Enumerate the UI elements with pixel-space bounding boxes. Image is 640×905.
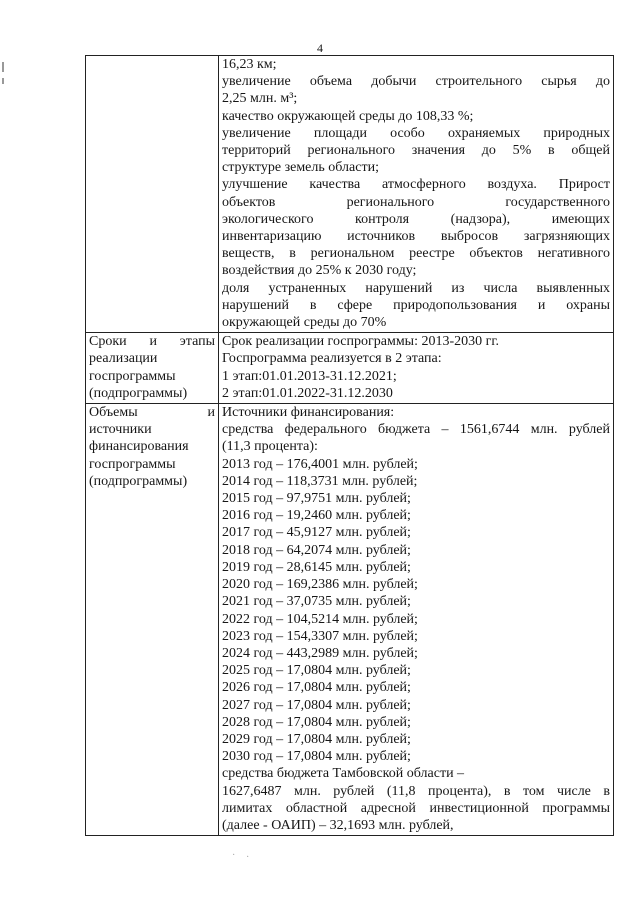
row-content-line: 2021 год – 37,0735 млн. рублей; — [222, 594, 411, 610]
scan-margin-mark — [2, 78, 4, 84]
row-content-cell — [219, 56, 614, 333]
row-label-line: госпрограммы — [89, 368, 176, 384]
row-content-line: инвентаризацию источников выбросов загрязняющих — [222, 229, 610, 245]
passport-row — [86, 56, 614, 333]
row-content-line: нарушений в сфере природопользования и охраны — [222, 297, 610, 313]
row-content-line: 2022 год – 104,5214 млн. рублей; — [222, 611, 418, 627]
row-content-line: 2016 год – 19,2460 млн. рублей; — [222, 508, 411, 524]
row-label-line: финансирования — [89, 439, 189, 455]
row-content-line: (11,3 процента): — [222, 439, 318, 455]
row-content-line: Срок реализации госпрограммы: 2013-2030 гг. — [222, 334, 500, 350]
row-content-line: 2,25 млн. м³; — [222, 91, 298, 107]
row-content-line: 2023 год – 154,3307 млн. рублей; — [222, 628, 418, 644]
row-content-line: 1627,6487 млн. рублей (11,8 процента), в том числе в — [222, 783, 610, 799]
row-content-line: воздействия до 25% к 2030 году; — [222, 263, 417, 279]
passport-table-body — [86, 56, 614, 836]
row-content-cell — [219, 404, 614, 836]
row-content-line: увеличение объема добычи строительного сырья до — [222, 74, 610, 90]
row-content-line: окружающей среды до 70% — [222, 315, 387, 331]
row-content-line: 2014 год – 118,3731 млн. рублей; — [222, 473, 418, 489]
row-content-line: качество окружающей среды до 108,33 %; — [222, 108, 474, 124]
row-label-cell — [86, 404, 219, 836]
row-content-line: 2028 год – 17,0804 млн. рублей; — [222, 714, 411, 730]
row-label-line: Сроки и этапы — [89, 334, 215, 350]
row-content-line: увеличение площади особо охраняемых природных — [222, 125, 610, 141]
row-content-line: 1 этап:01.01.2013-31.12.2021; — [222, 368, 397, 384]
row-content-line: лимитах областной адресной инвестиционной программы — [222, 800, 610, 816]
row-content-line: 2019 год – 28,6145 млн. рублей; — [222, 559, 411, 575]
row-label-line: источники — [89, 422, 152, 438]
row-content-line: 16,23 км; — [222, 57, 277, 72]
row-content-line: 2024 год – 443,2989 млн. рублей; — [222, 645, 418, 661]
row-label-line: реализации — [89, 351, 158, 367]
row-label-line: госпрограммы — [89, 456, 176, 472]
scan-footer-mark: · — [232, 850, 236, 861]
row-content-line: средства федерального бюджета – 1561,6744 млн. рублей — [222, 422, 610, 438]
passport-row — [86, 333, 614, 404]
row-content-line: улучшение качества атмосферного воздуха. Прирост — [222, 177, 610, 193]
scan-margin-mark — [2, 62, 4, 72]
row-content-cell — [219, 333, 614, 404]
row-label-cell — [86, 333, 219, 404]
row-label-line: (подпрограммы) — [89, 385, 188, 401]
row-content-line: структуре земель области; — [222, 160, 379, 176]
row-content-line: экологического контроля (надзора), имеющих — [222, 211, 610, 227]
scan-footer-mark: · — [246, 852, 250, 863]
row-content-line: 2013 год – 176,4001 млн. рублей; — [222, 456, 418, 472]
page-number: 4 — [317, 41, 323, 55]
row-content-line: объектов регионального государственного — [222, 194, 610, 210]
row-content-line: 2029 год – 17,0804 млн. рублей; — [222, 731, 411, 747]
row-content-line: 2026 год – 17,0804 млн. рублей; — [222, 680, 411, 696]
row-content-line: территорий регионального значения до 5% в общей — [222, 143, 610, 159]
row-label-line: (подпрограммы) — [89, 473, 188, 489]
row-label-cell — [86, 56, 219, 333]
row-content-line: 2027 год – 17,0804 млн. рублей; — [222, 697, 411, 713]
row-content-line: 2025 год – 17,0804 млн. рублей; — [222, 663, 411, 679]
program-passport-table — [85, 55, 614, 836]
row-content-line: (далее - ОАИП) – 32,1693 млн. рублей, — [222, 817, 454, 833]
row-content-line: Источники финансирования: — [222, 405, 395, 421]
row-content-line: 2018 год – 64,2074 млн. рублей; — [222, 542, 411, 558]
row-content-line: веществ, в региональном реестре объектов негативного — [222, 246, 610, 262]
row-content-line: 2030 год – 17,0804 млн. рублей; — [222, 749, 411, 765]
row-label-line: Объемы и — [89, 405, 215, 421]
passport-row — [86, 404, 614, 836]
row-content-line: Госпрограмма реализуется в 2 этапа: — [222, 351, 442, 367]
row-content-line: 2 этап:01.01.2022-31.12.2030 — [222, 385, 393, 401]
row-content-line: 2015 год – 97,9751 млн. рублей; — [222, 491, 411, 507]
row-content-line: 2017 год – 45,9127 млн. рублей; — [222, 525, 411, 541]
row-content-line: средства бюджета Тамбовской области – — [222, 766, 465, 782]
row-content-line: доля устраненных нарушений из числа выявленных — [222, 280, 610, 296]
row-content-line: 2020 год – 169,2386 млн. рублей; — [222, 577, 418, 593]
